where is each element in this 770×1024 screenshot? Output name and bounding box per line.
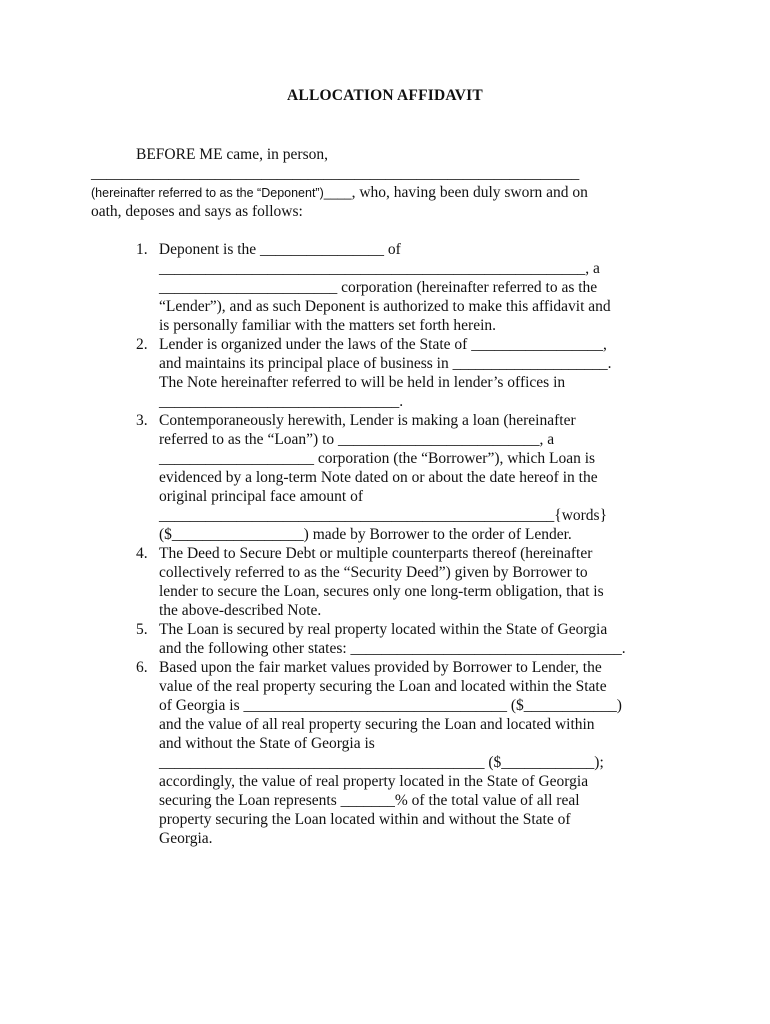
item-4-line-3: lender to secure the Loan, secures only one long-term obligation, that is bbox=[159, 583, 604, 600]
item-6-number: 6. bbox=[136, 659, 148, 676]
document-title: ALLOCATION AFFIDAVIT bbox=[287, 87, 483, 104]
intro-line-3-rest: , who, having been duly sworn and on bbox=[351, 184, 588, 201]
item-6-line-2: value of the real property securing the Loan and located within the State bbox=[159, 678, 607, 695]
item-2-line-1: Lender is organized under the laws of the State of _________________, bbox=[159, 336, 607, 353]
item-1-line-1: Deponent is the ________________ of bbox=[155, 241, 401, 258]
item-5-line-2: and the following other states: ___________________________________. bbox=[159, 640, 626, 657]
item-3-line-7: ($_________________) made by Borrower to the order of Lender. bbox=[159, 526, 572, 543]
item-4-number: 4. bbox=[136, 545, 148, 562]
item-1-line-2: _______________________________________________________, a bbox=[159, 260, 600, 277]
item-6-line-1: Based upon the fair market values provided by Borrower to Lender, the bbox=[159, 659, 602, 676]
item-1-line-3: _______________________ corporation (hereinafter referred to as the bbox=[159, 279, 598, 296]
item-1-line-5: is personally familiar with the matters set forth herein. bbox=[159, 317, 497, 334]
item-1-line-4: “Lender”), and as such Deponent is authorized to make this affidavit and bbox=[159, 298, 611, 315]
item-6-line-3: of Georgia is __________________________________ ($____________) bbox=[159, 697, 622, 714]
deponent-fill: (hereinafter referred to as the “Deponent”)____ bbox=[91, 186, 352, 200]
item-6-line-8: securing the Loan represents _______% of the total value of all real bbox=[159, 792, 580, 809]
item-6-line-9: property securing the Loan located within and without the State of bbox=[159, 811, 571, 828]
item-5-line-1: The Loan is secured by real property located within the State of Georgia bbox=[159, 621, 608, 638]
item-3-line-4: evidenced by a long-term Note dated on or about the date hereof in the bbox=[159, 469, 598, 486]
item-3-number: 3. bbox=[136, 412, 148, 429]
item-6-line-6: __________________________________________ ($____________); bbox=[159, 754, 604, 771]
item-2-number: 2. bbox=[136, 336, 148, 353]
item-3-line-2: referred to as the “Loan”) to __________________________, a bbox=[159, 431, 555, 448]
intro-line-4: oath, deposes and says as follows: bbox=[91, 203, 303, 220]
item-1-number: 1. bbox=[136, 241, 148, 258]
item-4-line-2: collectively referred to as the “Security Deed”) given by Borrower to bbox=[159, 564, 588, 581]
item-6-line-4: and the value of all real property securing the Loan and located within bbox=[159, 716, 595, 733]
item-4-line-4: the above-described Note. bbox=[159, 602, 322, 619]
item-2-line-3: The Note hereinafter referred to will be held in lender’s offices in bbox=[159, 374, 566, 391]
item-6-line-5: and without the State of Georgia is bbox=[159, 735, 375, 752]
item-6-line-10: Georgia. bbox=[159, 830, 213, 847]
item-3-line-3: ____________________ corporation (the “Borrower”), which Loan is bbox=[159, 450, 596, 467]
item-3-line-1: Contemporaneously herewith, Lender is making a loan (hereinafter bbox=[159, 412, 576, 429]
item-2-line-4: _______________________________. bbox=[159, 393, 404, 410]
item-6-line-7: accordingly, the value of real property located in the State of Georgia bbox=[159, 773, 589, 790]
intro-line-2: _______________________________________________________________ bbox=[91, 165, 580, 182]
item-4-line-1: The Deed to Secure Debt or multiple counterparts thereof (hereinafter bbox=[159, 545, 593, 562]
intro-line-3 bbox=[91, 183, 588, 203]
item-5-number: 5. bbox=[136, 621, 148, 638]
intro-line-1: BEFORE ME came, in person, bbox=[136, 146, 329, 163]
item-3-line-6: ___________________________________________________{words} bbox=[159, 507, 608, 524]
item-3-line-5: original principal face amount of bbox=[159, 488, 364, 505]
item-2-line-2: and maintains its principal place of business in ____________________. bbox=[159, 355, 612, 372]
